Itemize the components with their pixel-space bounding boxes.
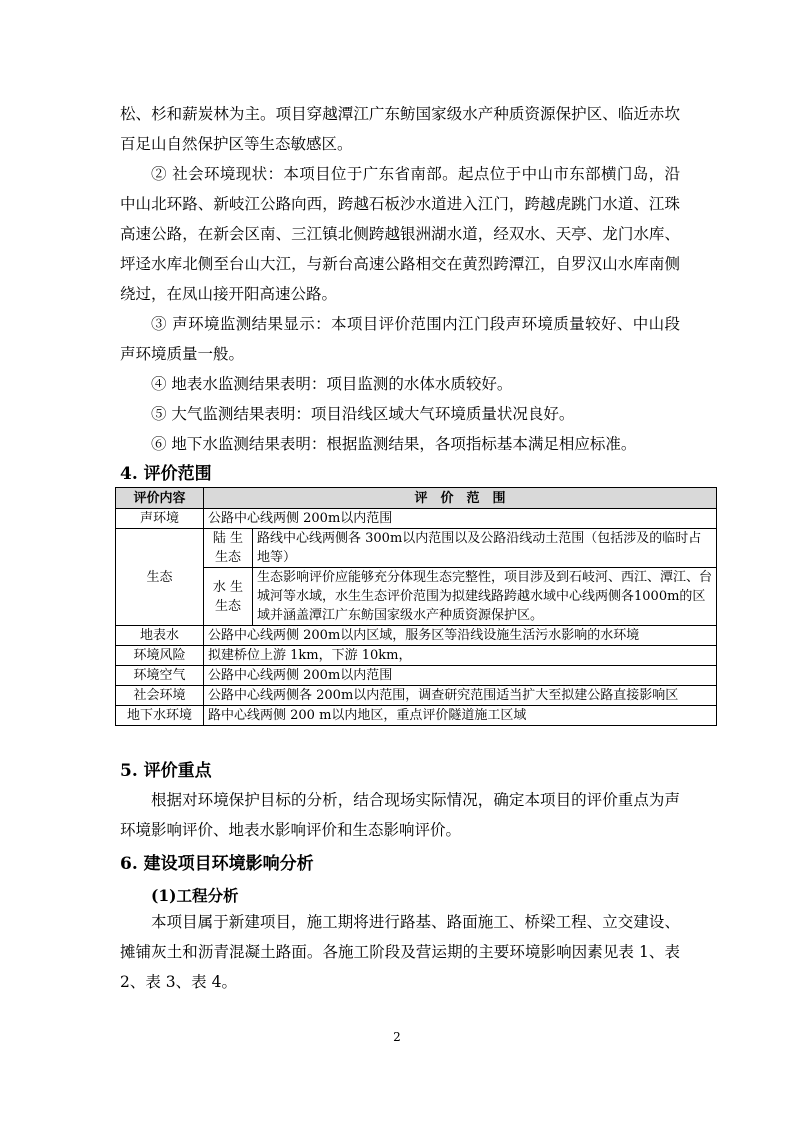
row-label-noise: 声环境 xyxy=(116,509,204,529)
page-number: 2 xyxy=(393,1030,401,1044)
table-row xyxy=(116,686,717,706)
row-value-air: 公路中心线两侧 200m以内范围 xyxy=(204,666,717,686)
table-row xyxy=(116,529,717,568)
table-row xyxy=(116,666,717,686)
row-label-air: 环境空气 xyxy=(116,666,204,686)
table-row xyxy=(116,568,717,626)
section-6-subtitle: (1)工程分析 xyxy=(151,886,239,905)
row-label-social: 社会环境 xyxy=(116,686,204,706)
row-value-social: 公路中心线两侧各 200m以内范围，调查研究范围适当扩大至拟建公路直接影响区 xyxy=(204,686,717,706)
row-label-surface-water: 地表水 xyxy=(116,626,204,646)
paragraph-evaluation-focus: 根据对环境保护目标的分析，结合现场实际情况，确定本项目的评价重点为声环境影响评价、地表水影响评价和生态影响评价。 xyxy=(120,791,680,839)
evaluation-scope-table xyxy=(115,487,717,726)
table-header-scope: 评 价 范 围 xyxy=(204,488,717,509)
paragraph-engineering-analysis: 本项目属于新建项目，施工期将进行路基、路面施工、桥梁工程、立交建设、摊铺灰土和沥青混凝土路面。各施工阶段及营运期的主要环境影响因素见表 1、表 2、表 3、表 4。 xyxy=(120,913,680,991)
row-label-water-ecology: 水 生生态 xyxy=(204,568,253,626)
row-value-surface-water: 公路中心线两侧 200m以内区域，服务区等沿线设施生活污水影响的水环境 xyxy=(204,626,717,646)
table-header-row xyxy=(116,488,717,509)
row-value-groundwater: 路中心线两侧 200 m以内地区，重点评价隧道施工区域 xyxy=(204,706,717,726)
paragraph-air-monitoring: ⑤ 大气监测结果表明：项目沿线区域大气环境质量状况良好。 xyxy=(151,405,575,423)
paragraph-ecology-cont: 松、杉和薪炭林为主。项目穿越潭江广东鲂国家级水产种质资源保护区、临近赤坎百足山自然保护区等生态敏感区。 xyxy=(120,105,680,153)
row-value-risk: 拟建桥位上游 1km，下游 10km， xyxy=(204,646,717,666)
table-row xyxy=(116,626,717,646)
paragraph-groundwater-monitoring: ⑥ 地下水监测结果表明：根据监测结果，各项指标基本满足相应标准。 xyxy=(151,435,637,453)
section-6-title: 6. 建设项目环境影响分析 xyxy=(120,854,314,874)
paragraph-noise-monitoring: ③ 声环境监测结果显示：本项目评价范围内江门段声环境质量较好、中山段声环境质量一般。 xyxy=(120,315,680,363)
row-label-groundwater: 地下水环境 xyxy=(116,706,204,726)
section-5-title: 5. 评价重点 xyxy=(120,761,212,781)
row-value-water-ecology: 生态影响评价应能够充分体现生态完整性，项目涉及到石岐河、西江、潭江、台城河等水域，水生生态评价范围为拟建线路跨越水域中心线两侧各1000m的区域并涵盖潭江广东鲂国家级水产种质资源保护区。 xyxy=(253,568,717,626)
table-row xyxy=(116,706,717,726)
paragraph-social-environment: ② 社会环境现状：本项目位于广东省南部。起点位于中山市东部横门岛，沿中山北环路、新岐江公路向西，跨越石板沙水道进入江门，跨越虎跳门水道、江珠高速公路，在新会区南、三江镇北侧跨越银洲湖水道，经双水、天亭、龙门水库、坪迳水库北侧至台山大江，与新台高速公路相交在黄烈跨潭江，自罗汉山水库南侧绕过，在凤山接开阳高速公路。 xyxy=(120,165,680,303)
table-row xyxy=(116,509,717,529)
paragraph-surface-water-monitoring: ④ 地表水监测结果表明：项目监测的水体水质较好。 xyxy=(151,375,513,393)
section-4-title: 4. 评价范围 xyxy=(120,464,212,484)
table-header-content: 评价内容 xyxy=(116,488,204,509)
table-row xyxy=(116,646,717,666)
row-value-land-ecology: 路线中心线两侧各 300m以内范围以及公路沿线动土范围（包括涉及的临时占地等） xyxy=(253,529,717,568)
row-label-land-ecology: 陆 生生态 xyxy=(204,529,253,568)
row-value-noise: 公路中心线两侧 200m以内范围 xyxy=(204,509,717,529)
row-label-risk: 环境风险 xyxy=(116,646,204,666)
row-label-ecology: 生态 xyxy=(116,529,204,626)
